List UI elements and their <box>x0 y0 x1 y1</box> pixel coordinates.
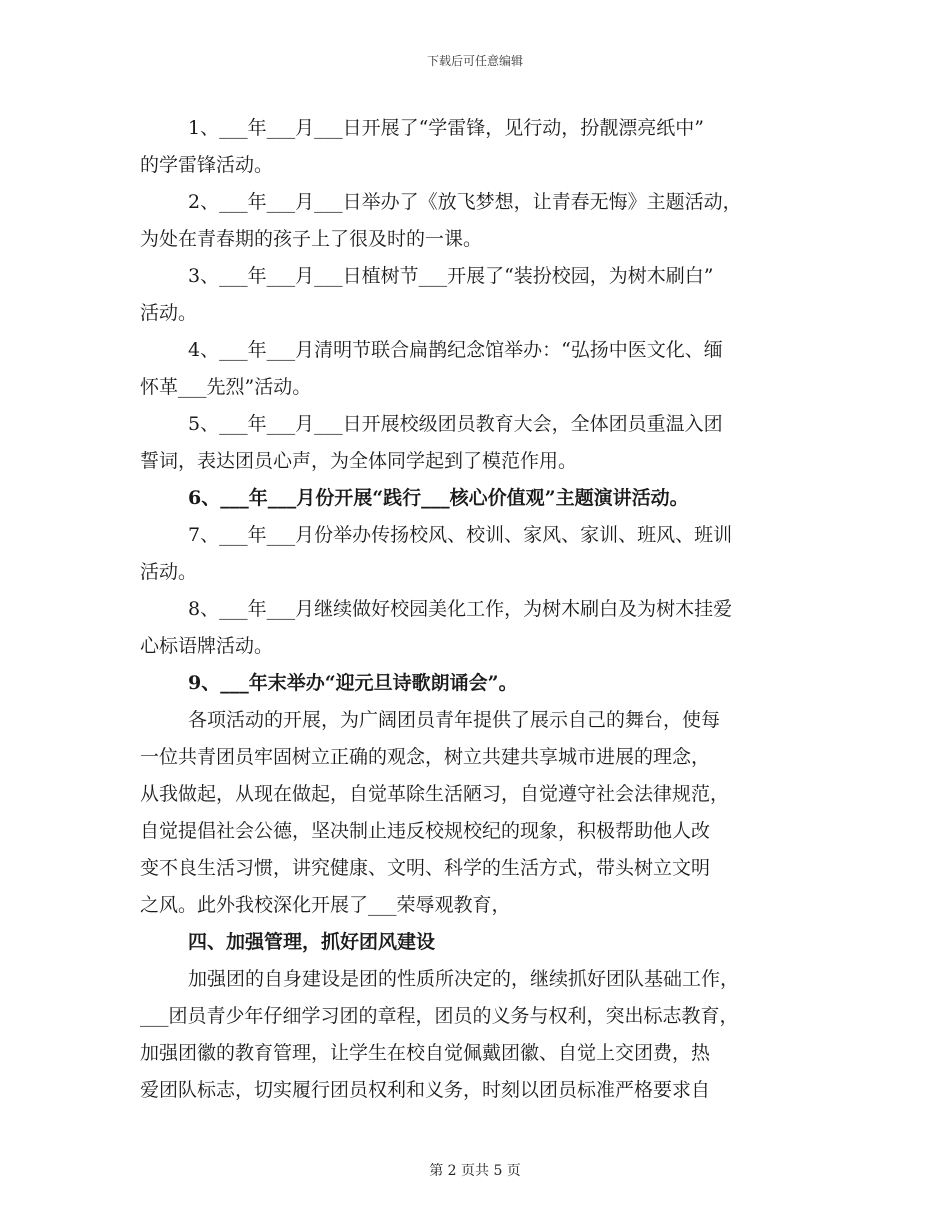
text-line-bold: 9、___年末举办“迎元旦诗歌朗诵会”。 <box>188 672 518 694</box>
text-line: 变不良生活习惯，讲究健康、文明、科学的生活方式，带头树立文明 <box>140 857 711 879</box>
text-line: 2、___年___月___日举办了《放飞梦想，让青春无悔》主题活动， <box>188 191 742 213</box>
text-line: 誓词，表达团员心声，为全体同学起到了模范作用。 <box>140 450 578 472</box>
text-line: 一位共青团员牢固树立正确的观念，树立共建共享城市进展的理念， <box>140 746 711 768</box>
text-line: 3、___年___月___日植树节___开展了“装扮校园，为树木刷白” <box>188 265 714 287</box>
text-line: 8、___年___月继续做好校园美化工作，为树木刷白及为树木挂爱 <box>188 598 733 620</box>
text-line: 之风。此外我校深化开展了___荣辱观教育， <box>140 894 511 916</box>
text-line: 的学雷锋活动。 <box>140 154 274 176</box>
text-line: 5、___年___月___日开展校级团员教育大会，全体团员重温入团 <box>188 413 723 435</box>
text-line: 自觉提倡社会公德，坚决制止违反校规校纪的现象，积极帮助他人改 <box>140 820 711 842</box>
text-line: 活动。 <box>140 302 198 324</box>
document-body <box>140 110 820 1109</box>
page-header: 下载后可任意编辑 <box>426 54 523 68</box>
text-line: 活动。 <box>140 561 198 583</box>
text-line: 加强团的自身建设是团的性质所决定的，继续抓好团队基础工作， <box>188 968 740 990</box>
section-heading: 四、加强管理，抓好团风建设 <box>188 931 436 953</box>
text-line: 怀革___先烈”活动。 <box>140 376 312 398</box>
text-line: 4、___年___月清明节联合扁鹊纪念馆举办：“弘扬中医文化、缅 <box>188 339 723 361</box>
text-line: 7、___年___月份举办传扬校风、校训、家风、家训、班风、班训 <box>188 524 733 546</box>
text-line-bold: 6、___年___月份开展“践行___核心价值观”主题演讲活动。 <box>188 487 689 509</box>
text-line: 从我做起，从现在做起，自觉革除生活陋习，自觉遵守社会法律规范， <box>140 783 730 805</box>
text-line: 心标语牌活动。 <box>140 635 274 657</box>
text-line: 1、___年___月___日开展了“学雷锋，见行动，扮靓漂亮纸中” <box>188 117 705 139</box>
text-line: 为处在青春期的孩子上了很及时的一课。 <box>140 228 483 250</box>
text-line: 爱团队标志，切实履行团员权利和义务，时刻以团员标准严格要求自 <box>140 1079 711 1101</box>
text-line: ___团员青少年仔细学习团的章程，团员的义务与权利，突出标志教育， <box>140 1005 739 1027</box>
page-footer: 第 2 页共 5 页 <box>429 1163 521 1179</box>
text-line: 各项活动的开展，为广阔团员青年提供了展示自己的舞台，使每 <box>188 709 721 731</box>
text-line: 加强团徽的教育管理，让学生在校自觉佩戴团徽、自觉上交团费，热 <box>140 1042 711 1064</box>
